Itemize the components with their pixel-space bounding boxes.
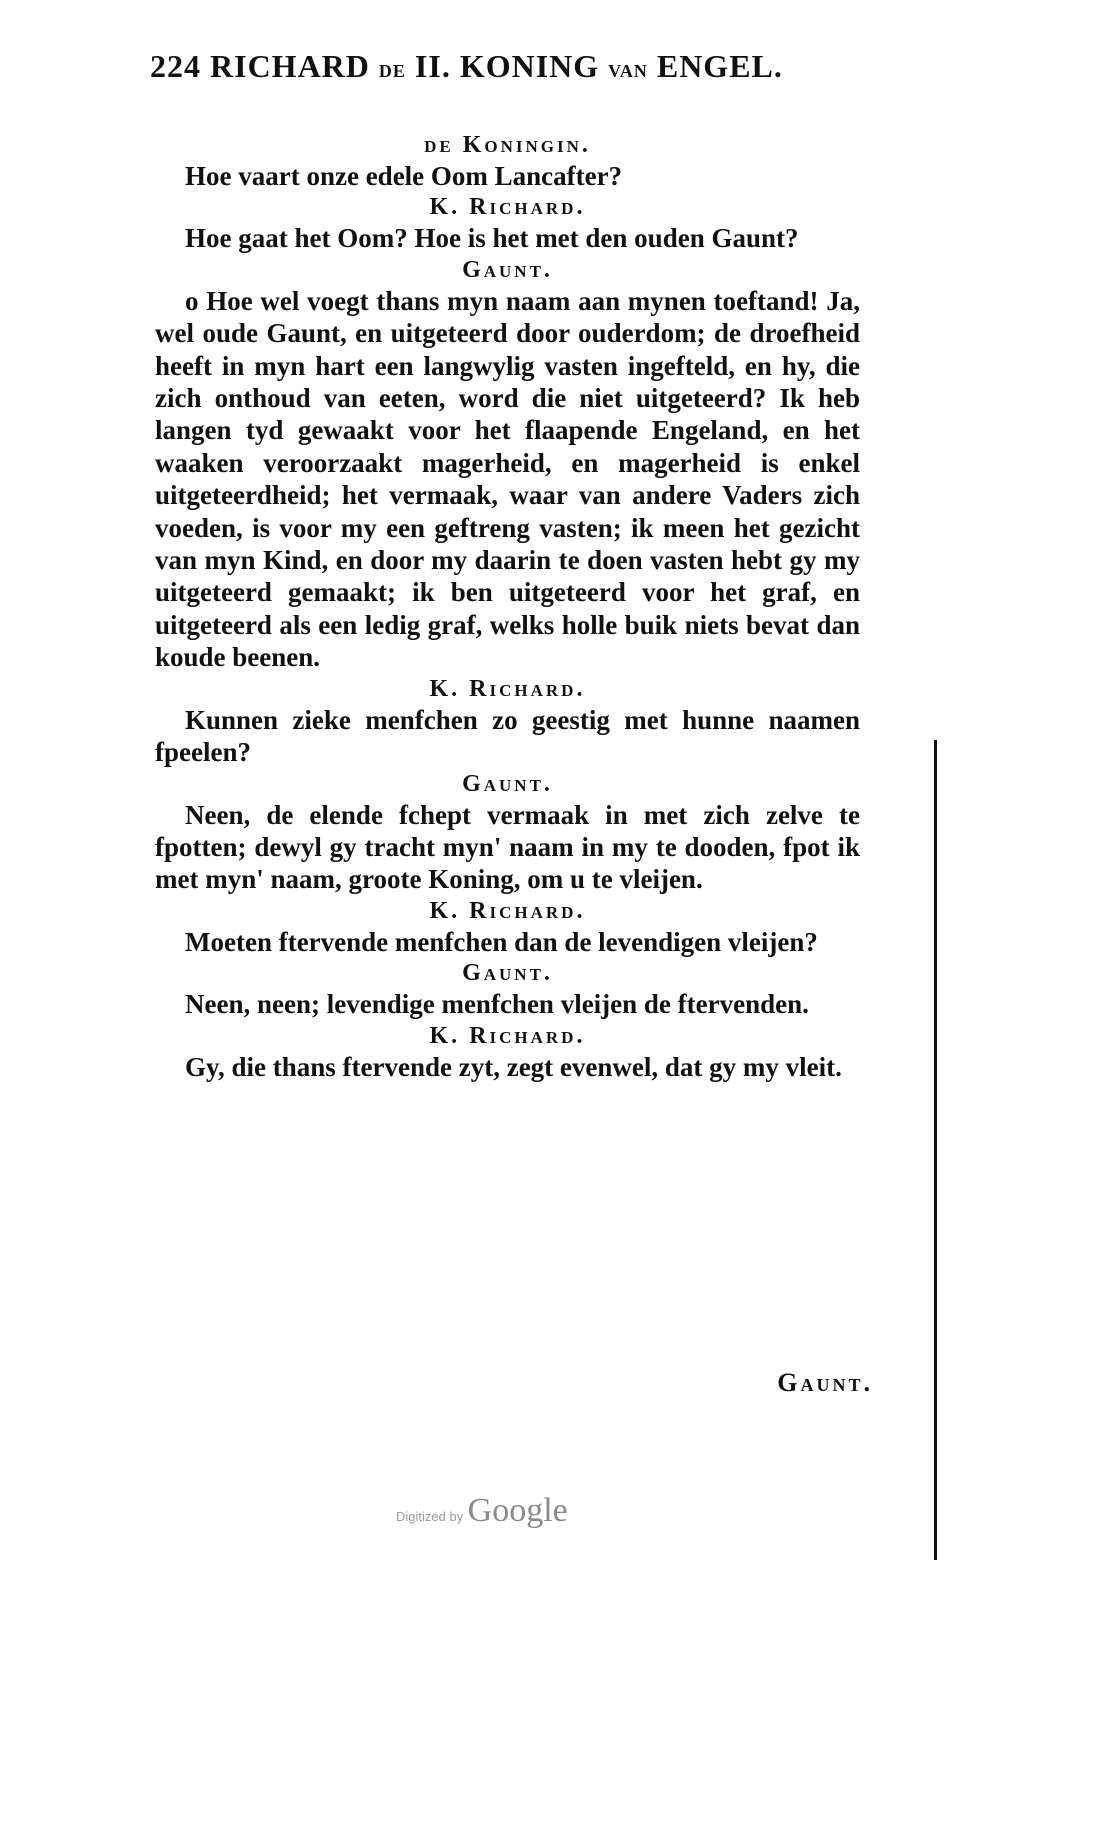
header-title-part3: ENGEL. <box>656 48 783 84</box>
speech-text: Hoe gaat het Oom? Hoe is het met den ouden Gaunt? <box>185 223 799 254</box>
speech-text: Hoe vaart onze edele Oom Lancafter? <box>185 161 623 191</box>
watermark-brand: Google <box>467 1492 568 1529</box>
speaker-heading: K. Richard. <box>429 194 586 221</box>
page-number: 224 <box>150 48 201 84</box>
speaker-heading: Gaunt. <box>462 256 553 283</box>
running-header <box>150 48 850 85</box>
speech-text: Kunnen zieke menfchen zo geestig met hunne naamen fpeelen? <box>155 704 860 768</box>
page-edge-line <box>934 740 937 1560</box>
speech-text: o Hoe wel voegt thans myn naam aan mynen toeftand! Ja, wel oude Gaunt, en uitgeteerd door ouderdom; de droefheid heeft in myn hart een langwylig vasten ingefteld, en hy, die zich onthoud van eeten, word die niet uitgeteerd? Ik heb langen tyd gewaakt voor het flaapende Engeland, en het waaken veroorzaakt magerheid, en magerheid is enkel uitgeteerdheid; het vermaak, waar van andere Vaders zich voeden, is voor my een geftreng vasten; ik meen het gezicht van myn Kind, en door my daarin te doen vasten hebt gy my uitgeteerd gemaakt; ik ben uitgeteerd voor het graf, en uitgeteerd als een ledig graf, welks holle buik niets bevat dan koude beenen. <box>155 285 860 673</box>
header-title-part2: II. KONING <box>414 48 600 84</box>
speaker-heading: K. Richard. <box>429 897 586 924</box>
header-title-small2: VAN <box>608 61 648 81</box>
speech-text: Neen, de elende fchept vermaak in met zich zelve te fpotten; dewyl gy tracht myn' naam in my te dooden, fpot ik met myn' naam, groote Koning, om u te vleijen. <box>155 799 860 895</box>
speaker-heading: K. Richard. <box>429 1022 586 1049</box>
speaker-heading: de Koningin. <box>424 132 591 158</box>
speech-text: Gy, die thans ftervende zyt, zegt evenwel, dat gy my vleit. <box>185 1051 842 1082</box>
speech-text: Neen, neen; levendige menfchen vleijen de ftervenden. <box>185 989 809 1020</box>
watermark-prefix: Digitized by <box>396 1509 464 1524</box>
catchword: Gaunt. <box>777 1368 873 1397</box>
header-title-small1: DE <box>378 61 406 81</box>
speaker-heading: Gaunt. <box>462 960 553 987</box>
digitization-watermark <box>396 1492 568 1530</box>
speech-text: Moeten ftervende menfchen dan de levendigen vleijen? <box>185 926 818 957</box>
speaker-heading: Gaunt. <box>462 770 553 797</box>
header-title-part1: RICHARD <box>210 48 370 84</box>
dialogue-block <box>155 130 860 1083</box>
speaker-heading: K. Richard. <box>429 675 586 702</box>
